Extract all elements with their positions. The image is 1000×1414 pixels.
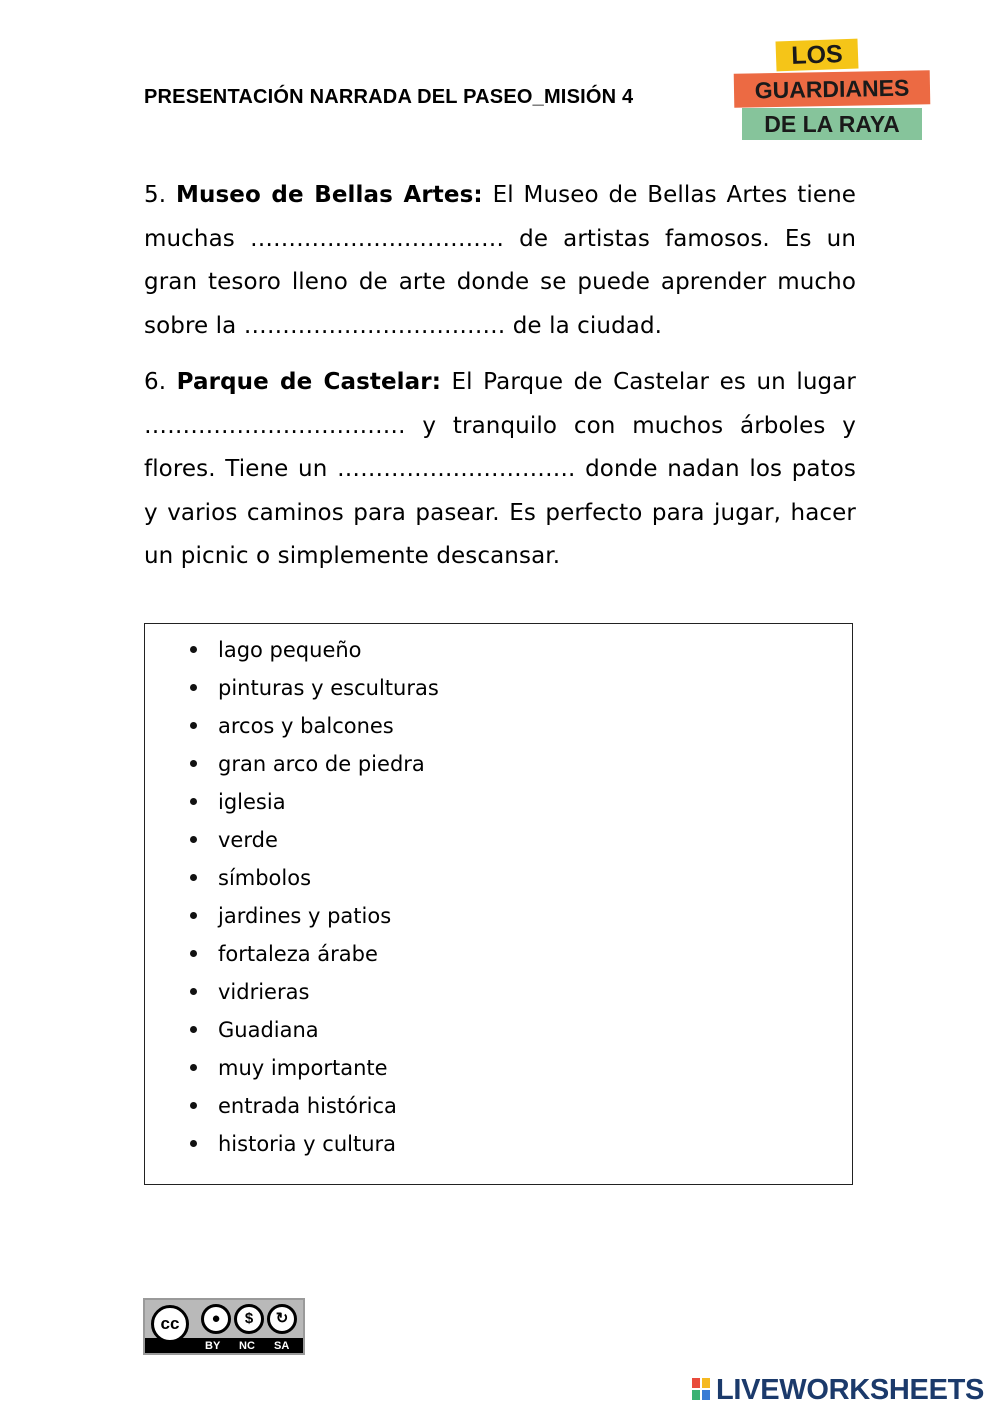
bullet-icon: [190, 798, 197, 805]
paragraph-heading: Parque de Castelar:: [176, 369, 442, 395]
word-bank-label: vidrieras: [218, 980, 310, 1004]
bullet-icon: [190, 1026, 197, 1033]
bullet-icon: [190, 912, 197, 919]
word-bank-item[interactable]: [145, 825, 852, 863]
paragraph-number: 5.: [144, 182, 167, 208]
word-bank-label: pinturas y esculturas: [218, 676, 439, 700]
word-bank-item[interactable]: [145, 787, 852, 825]
paragraph-text: El Parque de Castelar es un lugar: [451, 369, 856, 395]
paragraph-heading: Museo de Bellas Artes:: [176, 182, 483, 208]
word-bank-item[interactable]: [145, 1015, 852, 1053]
liveworksheets-icon: [692, 1378, 712, 1402]
blank-field[interactable]: ……………………………: [249, 225, 505, 252]
by-person-icon: ●: [201, 1304, 231, 1334]
word-bank-item[interactable]: [145, 749, 852, 787]
liveworksheets-wordmark: LIVEWORKSHEETS: [716, 1374, 985, 1406]
word-bank-item[interactable]: [145, 1129, 852, 1167]
logo-line-2: GUARDIANES: [734, 70, 931, 107]
word-bank-item[interactable]: [145, 901, 852, 939]
license-by-label: BY: [205, 1340, 221, 1352]
word-bank-item[interactable]: [145, 711, 852, 749]
word-bank-label: jardines y patios: [218, 904, 392, 928]
bullet-icon: [190, 646, 197, 653]
word-bank-list: [145, 635, 852, 1167]
liveworksheets-watermark[interactable]: [692, 1372, 992, 1408]
word-bank-label: lago pequeño: [218, 638, 362, 662]
word-bank-label: muy importante: [218, 1056, 388, 1080]
bullet-icon: [190, 950, 197, 957]
word-bank-label: verde: [218, 828, 278, 852]
paragraph-museo: [144, 174, 856, 348]
license-nc-label: NC: [239, 1340, 255, 1352]
paragraph-number: 6.: [144, 369, 167, 395]
logo-line-3: DE LA RAYA: [742, 108, 922, 140]
word-bank-item[interactable]: [145, 673, 852, 711]
word-bank-item[interactable]: [145, 939, 852, 977]
blank-field[interactable]: ………………………….: [337, 456, 576, 482]
word-bank-label: Guadiana: [218, 1018, 319, 1042]
word-bank-label: fortaleza árabe: [218, 942, 378, 966]
bullet-icon: [190, 1140, 197, 1147]
nc-dollar-icon: $: [234, 1304, 264, 1334]
cc-license-badge[interactable]: [143, 1298, 305, 1355]
word-bank-item[interactable]: [145, 977, 852, 1015]
word-bank-item[interactable]: [145, 1091, 852, 1129]
word-bank-label: entrada histórica: [218, 1094, 397, 1118]
word-bank-label: iglesia: [218, 790, 286, 814]
blank-field[interactable]: …………………………….: [243, 312, 506, 339]
sa-share-icon: ↻: [267, 1304, 297, 1334]
bullet-icon: [190, 1102, 197, 1109]
bullet-icon: [190, 1064, 197, 1071]
bullet-icon: [190, 760, 197, 767]
blank-field[interactable]: …………………………….: [144, 412, 406, 439]
word-bank-box: [144, 623, 853, 1185]
paragraph-text: de la ciudad.: [512, 312, 663, 339]
bullet-icon: [190, 988, 197, 995]
word-bank-item[interactable]: [145, 1053, 852, 1091]
bullet-icon: [190, 684, 197, 691]
word-bank-label: símbolos: [218, 866, 312, 890]
los-guardianes-logo: [732, 38, 932, 144]
word-bank-label: gran arco de piedra: [218, 752, 425, 776]
paragraph-text: El Museo de Bellas Artes tiene muchas: [144, 182, 857, 252]
paragraph-text: y tranquilo con muchos árboles y flores. Tiene un: [144, 412, 857, 482]
paragraph-parque: [144, 361, 856, 579]
paragraph-text: de artistas famosos. Es un gran tesoro lleno de arte donde se puede aprender mucho sobre la: [144, 225, 856, 339]
bullet-icon: [190, 722, 197, 729]
logo-line-1: LOS: [776, 39, 859, 72]
bullet-icon: [190, 874, 197, 881]
word-bank-label: arcos y balcones: [218, 714, 394, 738]
license-sa-label: SA: [274, 1340, 290, 1352]
word-bank-item[interactable]: [145, 635, 852, 673]
cc-icon: cc: [151, 1305, 189, 1343]
word-bank-label: historia y cultura: [218, 1132, 397, 1156]
header-title: PRESENTACIÓN NARRADA DEL PASEO_MISIÓN 4: [144, 86, 634, 108]
paragraph-text: donde nadan los patos y varios caminos para pasear. Es perfecto para jugar, hacer un picnic o simplemente descansar.: [144, 456, 856, 569]
word-bank-item[interactable]: [145, 863, 852, 901]
bullet-icon: [190, 836, 197, 843]
